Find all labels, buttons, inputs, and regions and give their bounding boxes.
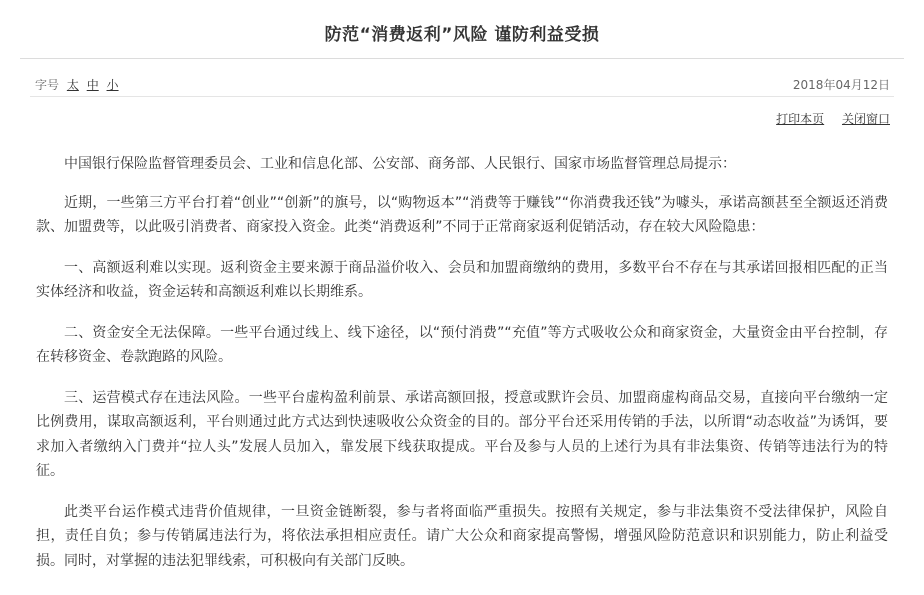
article-body [36,152,888,589]
font-size-label: 字号 [35,78,60,92]
article-header [0,0,924,60]
header-divider [20,58,904,59]
meta-divider [30,96,894,97]
publish-date: 2018年04月12日 [792,78,890,92]
print-page-link[interactable]: 打印本页 [776,112,825,126]
article-actions [762,110,890,127]
paragraph-risk-3: 三、运营模式存在违法风险。一些平台虚构盈利前景、承诺高额回报，授意或默许会员、加盟商虚构商品交易，直接向平台缴纳一定比例费用，谋取高额返利，平台则通过此方式达到快速吸收公众资金的目的。部分平台还采用传销的手法，以所谓“动态收益”为诱饵，要求加入者缴纳入门费并“拉人头”发展人员加入，靠发展下线获取提成。平台及参与人员的上述行为具有非法集资、传销等违法行为的特征。 [36,389,888,479]
font-size-large-link[interactable]: 太 [66,78,79,92]
article-title: 防范“消费返利”风险 谨防利益受损 [324,25,600,45]
font-size-medium-link[interactable]: 中 [86,78,99,92]
paragraph-risk-2: 二、资金安全无法保障。一些平台通过线上、线下途径，以“预付消费”“充值”等方式吸收公众和商家资金，大量资金由平台控制，存在转移资金、卷款跑路的风险。 [36,324,888,365]
paragraph-overview: 近期，一些第三方平台打着“创业”“创新”的旗号，以“购物返本”“消费等于赚钱”“你消费我还钱”为噱头，承诺高额甚至全额返还消费款、加盟费等，以此吸引消费者、商家投入资金。此类“消费返利”不同于正常商家返利促销活动，存在较大风险隐患： [36,194,888,235]
font-size-small-link[interactable]: 小 [106,78,119,92]
paragraph-intro: 中国银行保险监督管理委员会、工业和信息化部、公安部、商务部、人民银行、国家市场监督管理总局提示： [64,156,736,172]
article-meta [35,76,890,96]
paragraph-risk-1: 一、高额返利难以实现。返利资金主要来源于商品溢价收入、会员和加盟商缴纳的费用，多数平台不存在与其承诺回报相匹配的正当实体经济和收益，资金运转和高额返利难以长期维系。 [36,259,888,300]
paragraph-conclusion: 此类平台运作模式违背价值规律，一旦资金链断裂，参与者将面临严重损失。按照有关规定，参与非法集资不受法律保护，风险自担，责任自负；参与传销属违法行为，将依法承担相应责任。请广大公众和商家提高警惕，增强风险防范意识和识别能力，防止利益受损。同时，对掌握的违法犯罪线索，可积极向有关部门反映。 [36,503,888,569]
font-size-switcher [35,76,119,93]
close-window-link[interactable]: 关闭窗口 [841,112,890,126]
